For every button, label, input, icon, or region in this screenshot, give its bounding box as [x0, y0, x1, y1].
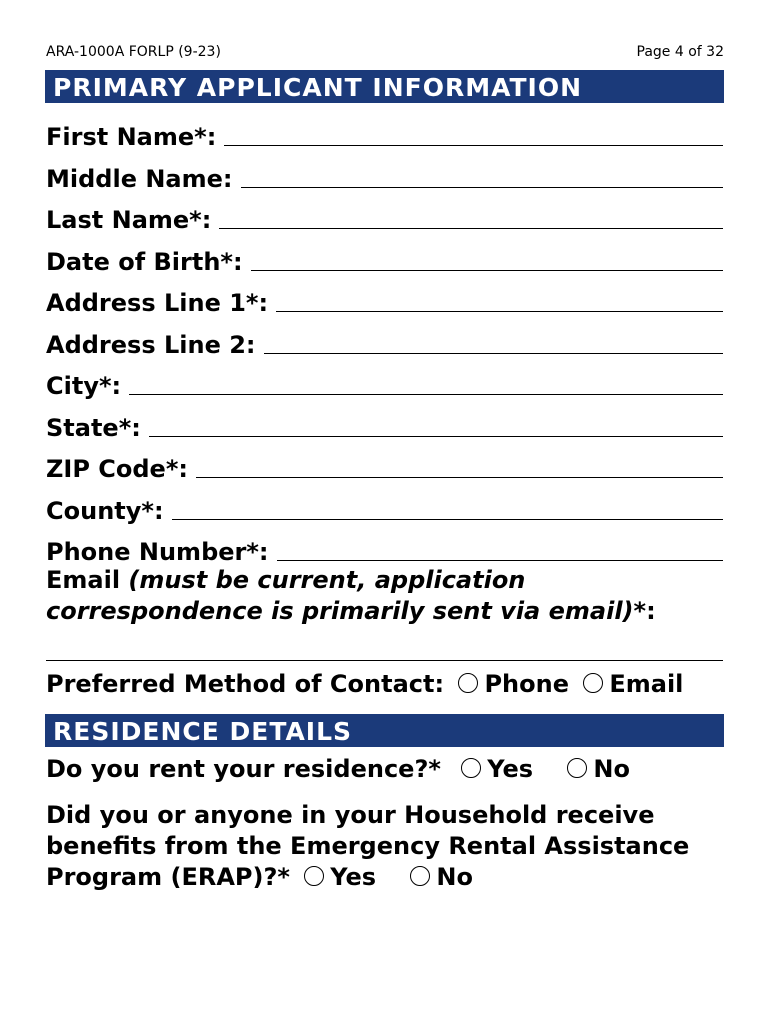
preferred-contact-email-label: Email [609, 670, 684, 698]
city-label: City*: [46, 372, 122, 400]
rent-question-group [46, 754, 630, 785]
email-label-start: Email [46, 566, 129, 594]
rent-yes-label: Yes [487, 755, 534, 783]
rent-no-label: No [593, 755, 630, 783]
phone-number-label: Phone Number*: [46, 538, 269, 566]
erap-no-radio[interactable] [410, 866, 430, 886]
zip-code-label: ZIP Code*: [46, 455, 188, 483]
preferred-contact-phone-radio[interactable] [458, 673, 478, 693]
city-input[interactable] [129, 394, 723, 395]
address-line-2-input[interactable] [264, 353, 723, 354]
middle-name-label: Middle Name: [46, 165, 233, 193]
first-name-input[interactable] [224, 145, 723, 146]
first-name-field [46, 117, 723, 151]
zip-code-input[interactable] [196, 477, 723, 478]
county-field [46, 491, 723, 525]
middle-name-input[interactable] [241, 187, 724, 188]
page-header [46, 44, 724, 60]
last-name-input[interactable] [219, 228, 723, 229]
rent-question-label: Do you rent your residence?* [46, 755, 441, 783]
address-line-1-field [46, 283, 723, 317]
date-of-birth-label: Date of Birth*: [46, 248, 243, 276]
address-line-2-field [46, 325, 723, 359]
preferred-contact-label: Preferred Method of Contact: [46, 670, 445, 698]
residence-details-section-title: RESIDENCE DETAILS [45, 714, 724, 747]
state-label: State*: [46, 414, 141, 442]
middle-name-field [46, 159, 723, 193]
erap-question-group [46, 800, 736, 893]
preferred-contact-email-radio[interactable] [583, 673, 603, 693]
county-input[interactable] [172, 519, 723, 520]
page-number: Page 4 of 32 [636, 44, 724, 60]
rent-yes-radio[interactable] [461, 758, 481, 778]
phone-number-input[interactable] [277, 560, 723, 561]
state-field [46, 408, 723, 442]
zip-code-field [46, 449, 723, 483]
email-label-end: *: [633, 597, 656, 625]
last-name-field [46, 200, 723, 234]
phone-number-field [46, 532, 723, 566]
erap-no-label: No [436, 863, 473, 891]
address-line-1-input[interactable] [276, 311, 723, 312]
city-field [46, 366, 723, 400]
preferred-contact-phone-label: Phone [484, 670, 569, 698]
erap-question-label: Did you or anyone in your Household receive benefits from the Emergency Rental Assistance Program (ERAP)?* [46, 801, 690, 891]
email-input[interactable] [46, 660, 723, 661]
address-line-1-label: Address Line 1*: [46, 289, 269, 317]
erap-yes-label: Yes [330, 863, 377, 891]
address-line-2-label: Address Line 2: [46, 331, 256, 359]
date-of-birth-field [46, 242, 723, 276]
rent-no-radio[interactable] [567, 758, 587, 778]
email-label [46, 565, 726, 627]
primary-applicant-section-title: PRIMARY APPLICANT INFORMATION [45, 70, 724, 103]
form-id: ARA-1000A FORLP (9-23) [46, 44, 221, 60]
state-input[interactable] [149, 436, 723, 437]
email-label-note: (must be current, application correspondence is primarily sent via email) [46, 566, 634, 625]
first-name-label: First Name*: [46, 123, 217, 151]
erap-yes-radio[interactable] [304, 866, 324, 886]
last-name-label: Last Name*: [46, 206, 212, 234]
county-label: County*: [46, 497, 164, 525]
preferred-contact-group [46, 669, 683, 700]
date-of-birth-input[interactable] [251, 270, 723, 271]
